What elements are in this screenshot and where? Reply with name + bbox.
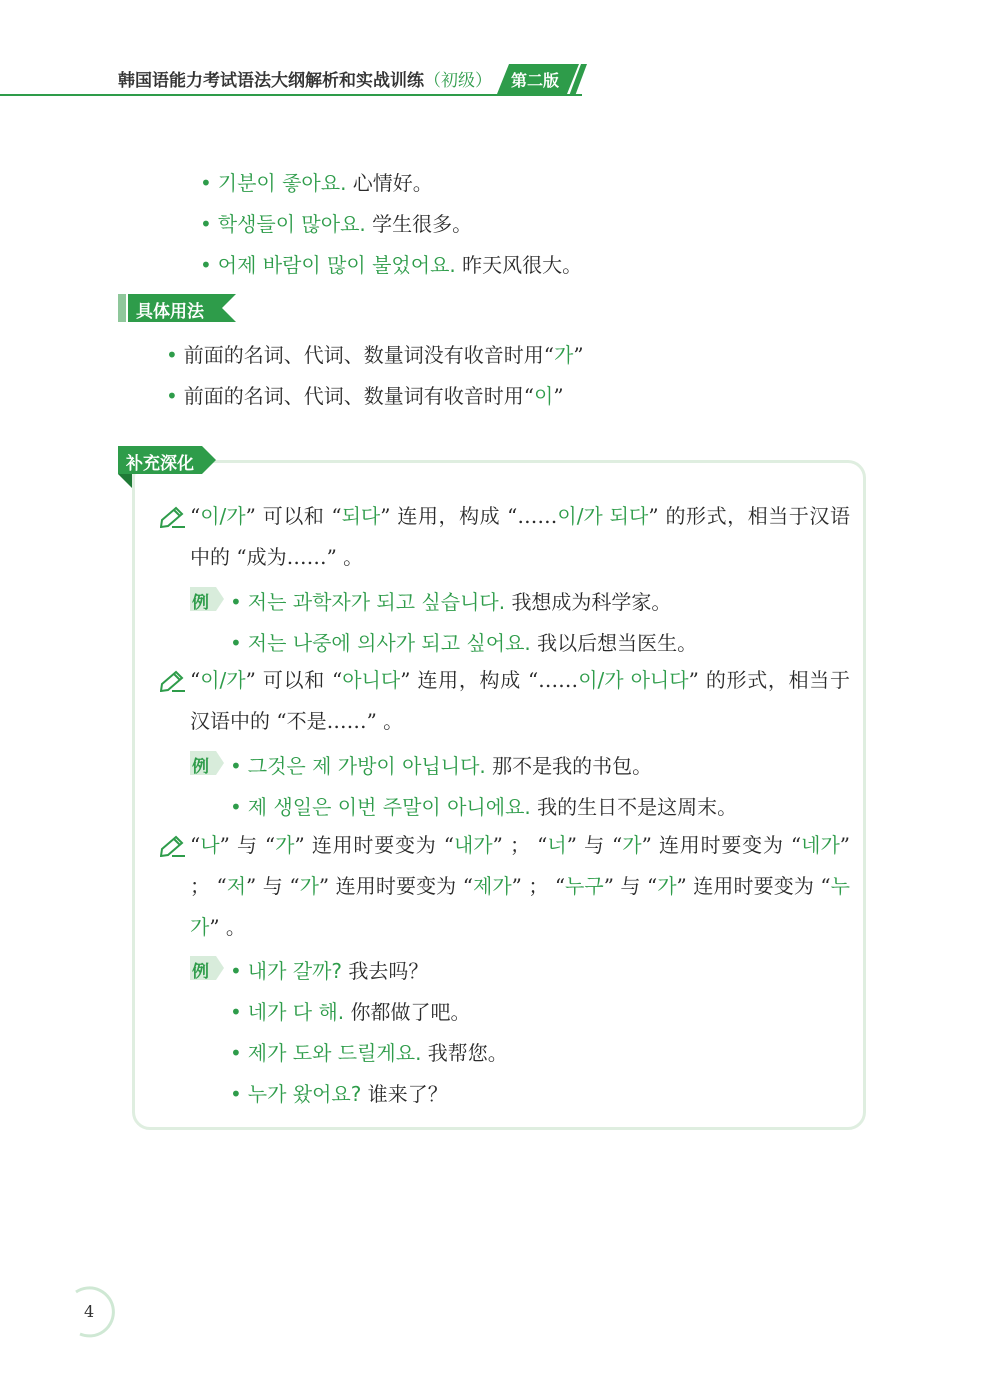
example-ko: 학생들이 많아요. (217, 212, 366, 236)
usage-highlight: 이 (534, 384, 554, 408)
edition-badge (497, 64, 579, 94)
book-title-text: 韩国语能力考试语法大纲解析和实战训练 (118, 71, 424, 91)
example-marker: 例 (190, 956, 224, 980)
example-ko: 제가 도와 드릴게요. (247, 1041, 422, 1065)
page-number: 4 (84, 1302, 95, 1321)
example-zh: 你都做了吧。 (350, 1000, 471, 1024)
example-line: • 학생들이 많아요. 学生很多。 (200, 212, 473, 236)
usage-section-tag (118, 294, 238, 322)
example-zh: 学生很多。 (372, 212, 473, 236)
book-title (118, 66, 492, 91)
example-zh: 我的生日不是这周末。 (537, 795, 738, 819)
example-line: • 저는 나중에 의사가 되고 싶어요. 我以后想当医生。 (230, 631, 698, 655)
note-1-text: “이/가” 可以和 “되다” 连用，构成 “……이/가 되다” 的形式，相当于汉语中的 “成为……” 。 (190, 504, 850, 569)
example-ko: 저는 나중에 의사가 되고 싶어요. (247, 631, 531, 655)
example-line: • 기분이 좋아요. 心情好。 (200, 171, 433, 195)
usage-end: ” (573, 343, 584, 367)
example-ko: 누가 왔어요? (247, 1082, 362, 1106)
usage-end: ” (553, 384, 564, 408)
note-3 (160, 825, 850, 948)
example-line: • 그것은 제 가방이 아닙니다. 那不是我的书包。 (230, 754, 653, 778)
example-zh: 我帮您。 (427, 1041, 508, 1065)
example-marker: 例 (190, 587, 224, 611)
note-2-text: “이/가” 可以和 “아니다” 连用，构成 “……이/가 아니다” 的形式，相当于汉语中的 “不是……” 。 (190, 668, 850, 733)
note-1 (160, 496, 850, 578)
example-zh: 心情好。 (352, 171, 433, 195)
header-rule (0, 94, 582, 96)
example-ko: 내가 갈까? (247, 959, 343, 983)
example-line: • 제 생일은 이번 주말이 아니에요. 我的生日不是这周末。 (230, 795, 738, 819)
example-ko: 네가 다 해. (247, 1000, 345, 1024)
usage-text: 前面的名词、代词、数量词有收音时用“ (183, 384, 535, 408)
example-ko: 저는 과학자가 되고 싶습니다. (247, 590, 506, 614)
usage-highlight: 가 (554, 343, 574, 367)
example-zh: 那不是我的书包。 (492, 754, 653, 778)
example-zh: 我想成为科学家。 (511, 590, 672, 614)
pencil-icon (160, 835, 186, 857)
example-zh: 昨天风很大。 (462, 253, 583, 277)
example-line: • 누가 왔어요? 谁来了？ (230, 1082, 448, 1106)
usage-label: 具体用法 (136, 302, 204, 322)
example-ko: 그것은 제 가방이 아닙니다. (247, 754, 486, 778)
example-line: • 네가 다 해. 你都做了吧。 (230, 1000, 471, 1024)
usage-item: • 前面的名词、代词、数量词没有收音时用“가” (166, 343, 584, 367)
pencil-icon (160, 670, 186, 692)
example-ko: 제 생일은 이번 주말이 아니에요. (247, 795, 531, 819)
usage-text: 前面的名词、代词、数量词没有收音时用“ (183, 343, 555, 367)
supplement-label: 补充深化 (126, 454, 194, 474)
example-marker: 例 (190, 751, 224, 775)
book-level: （初级） (424, 71, 492, 91)
example-line: • 내가 갈까? 我去吗？ (230, 959, 429, 983)
example-zh: 谁来了？ (367, 1082, 448, 1106)
supplement-section-tag (118, 446, 218, 474)
example-line: • 어제 바람이 많이 불었어요. 昨天风很大。 (200, 253, 583, 277)
example-ko: 어제 바람이 많이 불었어요. (217, 253, 456, 277)
example-zh: 我以后想当医生。 (537, 631, 698, 655)
note-2 (160, 660, 850, 742)
pencil-icon (160, 506, 186, 528)
example-line: • 제가 도와 드릴게요. 我帮您。 (230, 1041, 508, 1065)
example-line: • 저는 과학자가 되고 싶습니다. 我想成为科学家。 (230, 590, 672, 614)
note-3-text: “나” 与 “가” 连用时要变为 “내가” ； “너” 与 “가” 连用时要变为 “네가” ； “저” 与 “가” 连用时要变为 “제가” ； “누구” 与 “가” 连用时要变为 “누가” 。 (190, 833, 851, 939)
example-zh: 我去吗？ (348, 959, 429, 983)
example-ko: 기분이 좋아요. (217, 171, 347, 195)
edition-label: 第二版 (510, 71, 559, 90)
usage-item: • 前面的名词、代词、数量词有收音时用“이” (166, 384, 564, 408)
